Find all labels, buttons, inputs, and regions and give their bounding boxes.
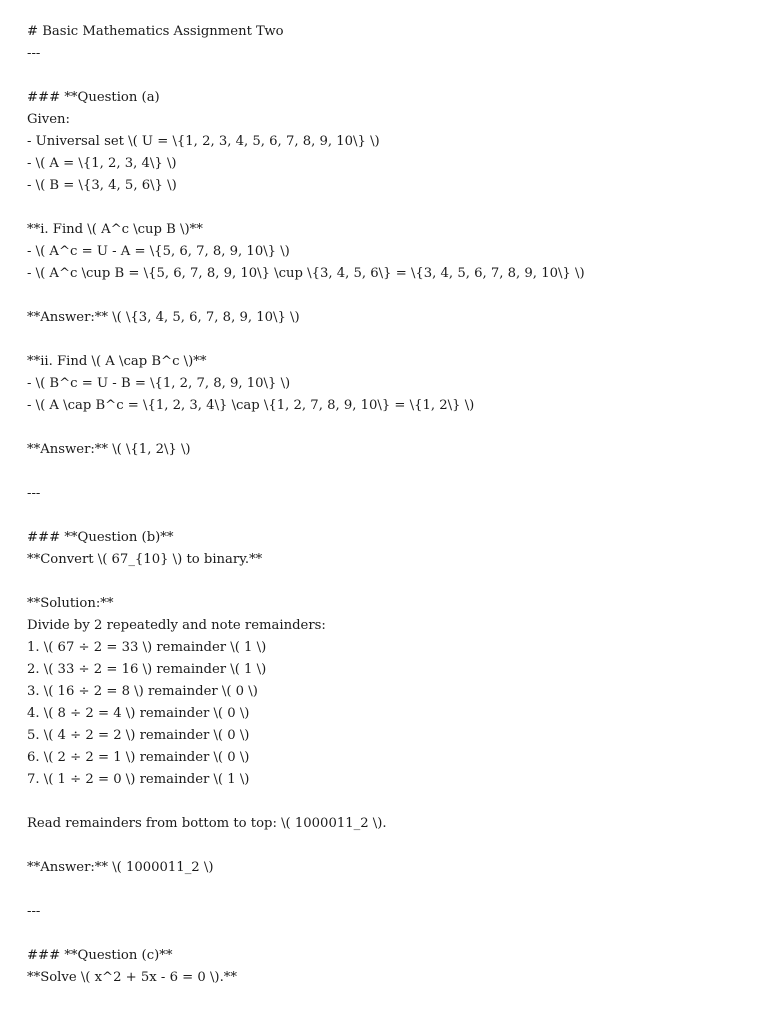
part-i-heading: **i. Find \( A^c \cup B \)** — [27, 222, 203, 237]
given-label: Given: — [27, 112, 70, 127]
question-b-heading: ### **Question (b)** — [27, 530, 174, 545]
division-step: 2. \( 33 ÷ 2 = 16 \) remainder \( 1 \) — [27, 662, 267, 677]
solution-label: **Solution:** — [27, 596, 114, 611]
division-step: 4. \( 8 ÷ 2 = 4 \) remainder \( 0 \) — [27, 706, 250, 721]
set-a-line: - \( A = \{1, 2, 3, 4\} \) — [27, 156, 177, 171]
part-i-step-2: - \( A^c \cup B = \{5, 6, 7, 8, 9, 10\} \cup \{3, 4, 5, 6\} = \{3, 4, 5, 6, 7, 8, 9, 10\} \) — [27, 266, 585, 281]
universal-set-line: - Universal set \( U = \{1, 2, 3, 4, 5, 6, 7, 8, 9, 10\} \) — [27, 134, 380, 149]
division-step: 6. \( 2 ÷ 2 = 1 \) remainder \( 0 \) — [27, 750, 250, 765]
division-step: 7. \( 1 ÷ 2 = 0 \) remainder \( 1 \) — [27, 772, 250, 787]
question-a-heading: ### **Question (a) — [27, 90, 160, 105]
part-ii-step-2: - \( A \cap B^c = \{1, 2, 3, 4\} \cap \{1, 2, 7, 8, 9, 10\} = \{1, 2\} \) — [27, 398, 475, 413]
question-c-prompt: **Solve \( x^2 + 5x - 6 = 0 \).** — [27, 970, 237, 985]
document-title: # Basic Mathematics Assignment Two — [27, 24, 284, 39]
read-remainders-line: Read remainders from bottom to top: \( 1000011_2 \). — [27, 816, 387, 831]
part-ii-step-1: - \( B^c = U - B = \{1, 2, 7, 8, 9, 10\} \) — [27, 376, 291, 391]
part-ii-answer: **Answer:** \( \{1, 2\} \) — [27, 442, 191, 457]
horizontal-rule-text: --- — [27, 486, 41, 501]
division-step: 3. \( 16 ÷ 2 = 8 \) remainder \( 0 \) — [27, 684, 258, 699]
part-i-step-1: - \( A^c = U - A = \{5, 6, 7, 8, 9, 10\} \) — [27, 244, 290, 259]
question-b-answer: **Answer:** \( 1000011_2 \) — [27, 860, 214, 875]
division-step: 5. \( 4 ÷ 2 = 2 \) remainder \( 0 \) — [27, 728, 250, 743]
horizontal-rule-text: --- — [27, 46, 41, 61]
set-b-line: - \( B = \{3, 4, 5, 6\} \) — [27, 178, 177, 193]
horizontal-rule-text: --- — [27, 904, 41, 919]
question-b-prompt: **Convert \( 67_{10} \) to binary.** — [27, 552, 263, 567]
part-i-answer: **Answer:** \( \{3, 4, 5, 6, 7, 8, 9, 10\} \) — [27, 310, 300, 325]
solution-intro: Divide by 2 repeatedly and note remainders: — [27, 618, 326, 633]
part-ii-heading: **ii. Find \( A \cap B^c \)** — [27, 354, 207, 369]
division-step: 1. \( 67 ÷ 2 = 33 \) remainder \( 1 \) — [27, 640, 267, 655]
question-c-heading: ### **Question (c)** — [27, 948, 173, 963]
